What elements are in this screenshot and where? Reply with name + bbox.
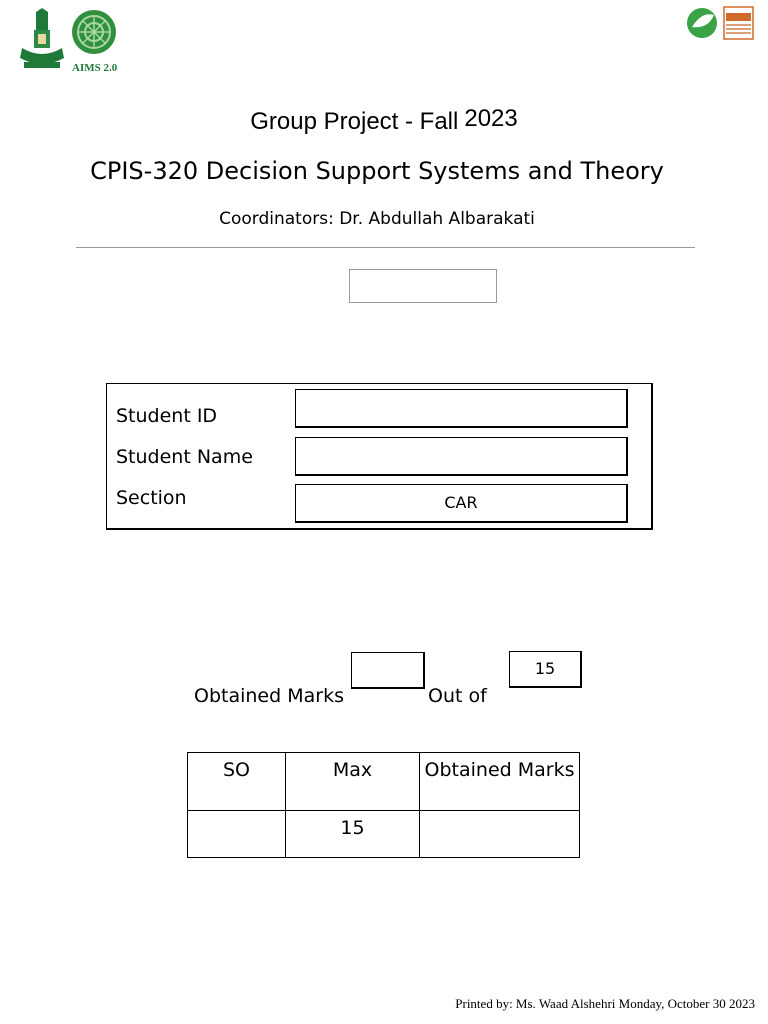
blank-field[interactable] [349, 269, 497, 303]
obtained-marks-label: Obtained Marks [194, 685, 344, 707]
course-title: CPIS-320 Decision Support Systems and Theory [90, 157, 664, 185]
section-field[interactable]: CAR [295, 484, 628, 523]
table-row [188, 811, 580, 858]
printed-by-footer: Printed by: Ms. Waad Alshehri Monday, October 30 2023 [455, 996, 755, 1011]
accreditation-logos [686, 5, 756, 41]
student-name-field[interactable] [295, 437, 628, 476]
header-divider [76, 247, 695, 248]
student-name-label: Student Name [116, 446, 253, 468]
header-so: SO [188, 753, 286, 811]
project-year: 2023 [464, 105, 518, 132]
aims-logo-text: AIMS 2.0 [72, 62, 118, 74]
total-marks-box: 15 [509, 651, 582, 688]
project-title [0, 105, 768, 136]
out-of-label: Out of [428, 685, 487, 707]
student-id-field[interactable] [295, 389, 628, 428]
header-max: Max [286, 753, 420, 811]
section-label: Section [116, 487, 187, 509]
so-marks-table [187, 752, 580, 858]
abet-accreditation-icon [686, 5, 756, 41]
cell-obtained[interactable] [420, 811, 580, 858]
student-id-label: Student ID [116, 405, 218, 427]
project-title-text: Group Project - Fall [250, 108, 459, 135]
cell-max: 15 [286, 811, 420, 858]
coordinators-line: Coordinators: Dr. Abdullah Albarakati [219, 209, 535, 229]
table-header-row [188, 753, 580, 811]
header-obtained-marks: Obtained Marks [420, 753, 580, 811]
obtained-marks-field[interactable] [351, 652, 425, 689]
cell-so[interactable] [188, 811, 286, 858]
